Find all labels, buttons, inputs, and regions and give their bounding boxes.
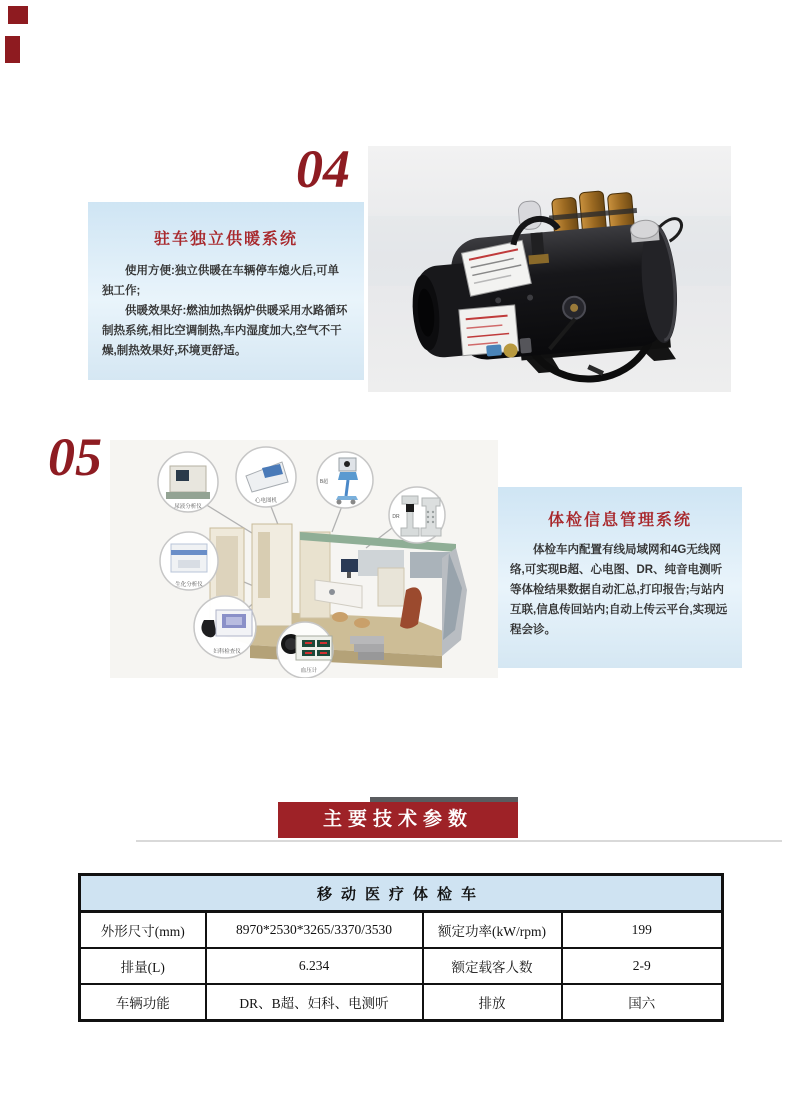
spec-label: 额定功率(kW/rpm) (423, 912, 562, 949)
spec-value: DR、B超、妇科、电测听 (206, 984, 423, 1021)
callout-label: 生化分析仪 (175, 582, 203, 588)
callout-biochem-analyzer (160, 532, 218, 590)
spec-label: 排放 (423, 984, 562, 1021)
section-04-paragraph-1: 使用方便:独立供暖在车辆停车熄火后,可单独工作; (102, 265, 340, 297)
callout-label: 妇科检查仪 (213, 649, 241, 655)
table-row (80, 948, 723, 984)
table-row (80, 984, 723, 1021)
section-05-paragraph-1: 体检车内配置有线局域网和4G无线网络,可实现B超、心电图、DR、纯音电测听等体检结果数据自动汇总,打印报告;与站内互联,信息传回站内;自动上传云平台,实现远程会诊。 (510, 544, 728, 636)
spec-value: 2-9 (562, 948, 723, 984)
callout-dr (389, 487, 445, 543)
section-05-title: 体检信息管理系统 (547, 512, 692, 529)
spec-value: 8970*2530*3265/3370/3530 (206, 912, 423, 949)
section-banner: 主要技术参数 (278, 802, 518, 838)
section-05-text-box (498, 487, 742, 668)
heater-photo (368, 146, 731, 392)
spec-value: 199 (562, 912, 723, 949)
section-04-title: 驻车独立供暖系统 (153, 231, 298, 248)
decor-red-square-top (8, 6, 28, 24)
callout-label: 血压计 (300, 668, 318, 674)
spec-label: 外形尺寸(mm) (80, 912, 206, 949)
section-05-body (498, 540, 742, 640)
callout-ultrasound-cart (317, 452, 373, 508)
section-04-body (88, 261, 364, 361)
banner-divider-line (136, 840, 782, 842)
decor-red-square-bottom (5, 36, 20, 63)
vehicle-diagram-panel (110, 440, 498, 678)
section-04-paragraph-2: 供暖效果好:燃油加热锅炉供暖采用水路循环制热系统,相比空调制热,车内湿度加大,空气不干燥,制热效果好,环境更舒适。 (102, 305, 348, 357)
table-header-row (80, 875, 723, 912)
table-title: 移动医疗体检车 (80, 875, 723, 912)
spec-label: 车辆功能 (80, 984, 206, 1021)
callout-ecg (236, 447, 296, 507)
section-04-text-box (88, 202, 364, 380)
callout-label: 尿液分析仪 (174, 504, 202, 510)
spec-value: 国六 (562, 984, 723, 1021)
callout-label: 心电图机 (254, 498, 278, 504)
spec-table (78, 873, 724, 1022)
section-04-number: 04 (296, 139, 350, 199)
callout-label: DR (392, 514, 400, 520)
callout-label: B超 (319, 479, 329, 485)
spec-label: 额定载客人数 (423, 948, 562, 984)
section-05-number: 05 (48, 427, 102, 487)
table-row (80, 912, 723, 949)
callout-gyn-device (194, 596, 256, 658)
callout-urine-analyzer (158, 452, 218, 512)
vehicle-cutaway-diagram (110, 440, 498, 678)
heater-photo-panel (368, 146, 731, 392)
spec-value: 6.234 (206, 948, 423, 984)
spec-label: 排量(L) (80, 948, 206, 984)
callout-bp-monitor (277, 622, 333, 678)
